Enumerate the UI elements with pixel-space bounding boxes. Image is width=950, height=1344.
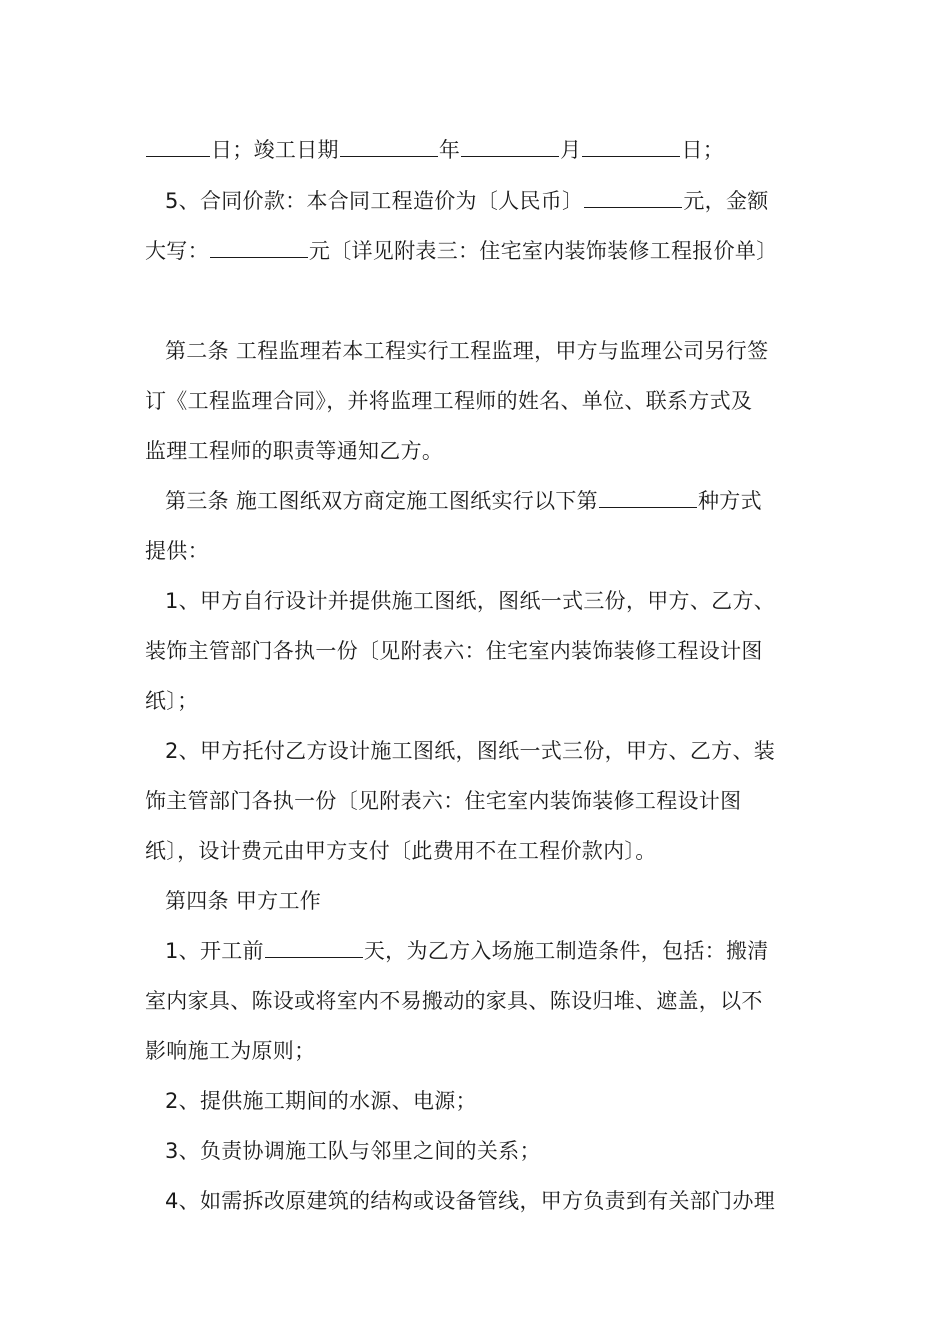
- item-1-line-1: 1、甲方自行设计并提供施工图纸，图纸一式三份，甲方、乙方、: [165, 589, 776, 613]
- completion-date-line: 日；竣工日期 年 月 日；: [145, 136, 815, 164]
- article-3-line-2: 提供：: [145, 539, 209, 563]
- a4-item-4: 4、如需拆改原建筑的结构或设备管线，甲方负责到有关部门办理: [165, 1189, 776, 1213]
- amount-in-words-line: 大写： 元〔详见附表三：住宅室内装饰装修工程报价单〕: [145, 239, 778, 263]
- article-3-line-1: 第三条 施工图纸双方商定施工图纸实行以下第 种方式: [165, 489, 762, 513]
- article-2-line-2: 订《工程监理合同》，并将监理工程师的姓名、单位、联系方式及: [145, 389, 753, 413]
- year-blank: [340, 136, 438, 157]
- day-blank: [146, 136, 210, 157]
- article-2-line-3: 监理工程师的职责等通知乙方。: [145, 439, 444, 463]
- article-4-heading: 第四条 甲方工作: [165, 889, 322, 913]
- item-2-line-2: 饰主管部门各执一份〔见附表六：住宅室内装饰装修工程设计图: [145, 789, 742, 813]
- price-blank: [584, 187, 682, 208]
- amount-words-blank: [210, 237, 308, 258]
- a4-item-1-line-2: 室内家具、陈设或将室内不易搬动的家具、陈设归堆、遮盖，以不: [145, 989, 763, 1013]
- item-2-line-3: 纸〕，设计费元由甲方支付〔此费用不在工程价款内〕。: [145, 839, 657, 863]
- a4-item-1-line-1: 1、开工前 天，为乙方入场施工制造条件，包括：搬清: [165, 939, 769, 963]
- method-blank: [599, 487, 697, 508]
- item-1-line-2: 装饰主管部门各执一份〔见附表六：住宅室内装饰装修工程设计图: [145, 639, 763, 663]
- item-2-line-1: 2、甲方托付乙方设计施工图纸，图纸一式三份，甲方、乙方、装: [165, 739, 776, 763]
- days-blank: [265, 937, 363, 958]
- a4-item-1-line-3: 影响施工为原则；: [145, 1039, 316, 1063]
- day-blank-2: [582, 136, 680, 157]
- a4-item-2: 2、提供施工期间的水源、电源；: [165, 1089, 477, 1113]
- article-2-line-1: 第二条 工程监理若本工程实行工程监理，甲方与监理公司另行签: [165, 339, 769, 363]
- contract-price-line: 5、合同价款：本合同工程造价为〔人民币〕 元，金额: [165, 189, 769, 213]
- item-1-line-3: 纸〕；: [145, 689, 199, 713]
- month-blank: [461, 136, 559, 157]
- a4-item-3: 3、负责协调施工队与邻里之间的关系；: [165, 1139, 541, 1163]
